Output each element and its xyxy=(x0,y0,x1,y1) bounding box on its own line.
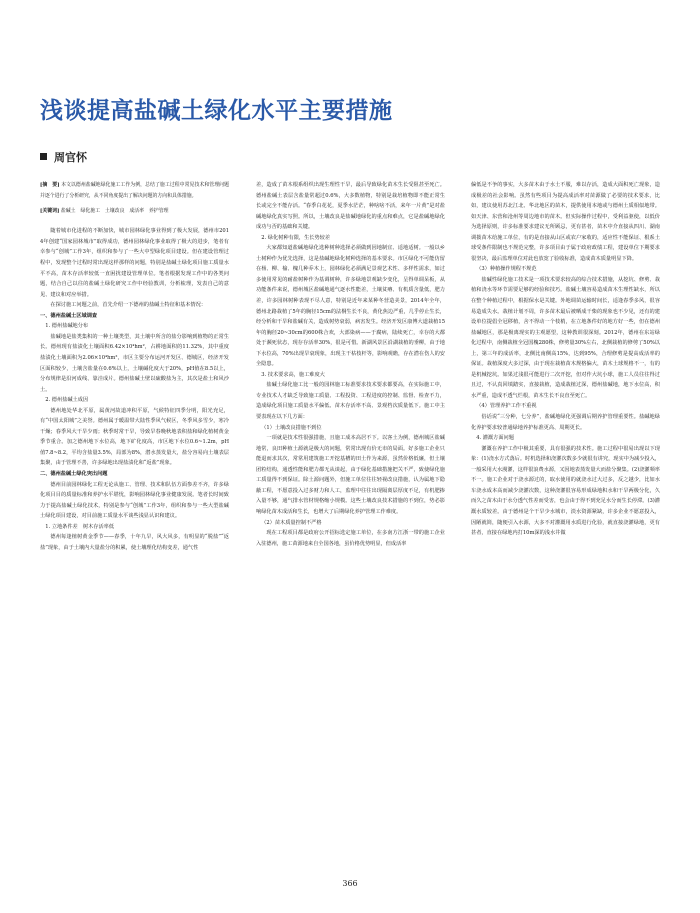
subsection-heading: 1. 立地条件差 树木存活率低 xyxy=(45,523,115,530)
column-1 xyxy=(40,180,229,870)
keywords xyxy=(40,206,229,217)
paragraph: 盐碱性绿化施工技术是一项技术要求较高的综合技术措施，从挖坑、修剪、栽植和浇水等环节需要足够的经验和技巧。盐碱土壤容易造成苗木生理性缺水，所以在整个种植过程中，根据保水是关键。外地调苗运输时间长，适逢春季多风，很容易造成失水。栽植计划不周，许多苗木最后被晒成干柴的现象也不少见，还有的建设单位提倡全冠移植，舍不得动一个枝梢，在立地条件好的地方好一些，但在德州盐碱地区，那是极离现实的主观愿望，这种教训很深刻。2012年，德州在东站绿化过程中，南侧栽植全冠国槐280株，修剪量30%左右，北侧栽植的修剪了50%以上，第三年的成活率，北侧比南侧高15%，达到95%，合理修剪是提高成活率的保证。栽植深度大多过深，由于现在栽植苗木规格偏大，苗木土球规格不一，有的是机械挖坑。如果过浅很可能进行二次开挖，但对作大坑小球，施工人员往往得过且过，不认真回填踏实，直接栽植，造成栽植过深，德州盐碱地，地下水位高，积水严重，造成不透气烂根，苗木生长不良直至死亡。 xyxy=(471,276,660,399)
square-bullet-icon xyxy=(40,153,47,160)
paragraph: 一项就是技术性很强措施，且施工成本高居不下。以客土为例，德州城区盐碱地常，良田种植土源就是极大的问题，常常出现有价无市的局面。好多施工企业只能退而求其次，常常用建筑施工开挖基槽的田土作为来源，虽然价格低廉，但土壤团粒结构，通透性能和肥力都无从谈起，由于绿化基础措施把关不严，致使绿化施工质量得不到保证。除土源问题外，但施工单位往往轻视改良措施，认为属地下隐蔽工程，不愿意投入过多财力和人工，监理中往往出现隔离层厚度不足，有机肥掺入量不够，通气排水管材规格缩小规模。这些土壤改良技术措施的不到位，势必影响绿化苗木成活和生长，也增大了后期绿化养护管理工作难度。 xyxy=(256,435,445,515)
section-heading: 一、德州盐碱土区域调查 xyxy=(40,312,98,319)
paragraph: 随着城市化进程的不断加快，城市园林绿化事业得到了极大发展，德州市2014年创建“国家园林城市”取得成功，德州园林绿化事业取得了极大的进步，笔者有幸参与“创城”工作3年，组织和参与了一些大中型绿化项目建设。但在建设管理过程中，发现整个过程时常出现这样那样的问题，特别是盐碱土绿化项目施工质量水平不高，苗木存活率较低一直困扰建设管理单位。笔者根据发现工作中的各类问题，结合自己以往的盐碱土绿化研究工作中经验教训，分析梳理，发表自己的意见、建议和对应举措。 xyxy=(40,228,229,298)
abstract-label: [摘 要] xyxy=(40,182,60,188)
subsection-heading: （3）种植操作规程不规范 xyxy=(476,266,537,273)
keywords-label: [关键词] xyxy=(40,207,60,214)
paragraph: 差，造成了苗木根系组织出现生理性干旱，最后导致绿化苗木生长受阻甚至死亡。德州盐碱土表层含盐量常超过0.6%，大多数植物，特别是栽培植物即不能正常生长或完全不能存活。“春季白花花，夏季水茫茫，种啥啥不活，来年一片黄”是对盐碱地绿化真实写照。所以，土壤改良是盐碱地绿化的重点和难点，它是盐碱地绿化成功与否的基础和关键。 xyxy=(256,182,445,231)
paragraph: 大家都知道盐碱地绿化选种树种选择必须做到因地制宜、适地适树。一般以乡土树种作为优先选择，这是盐碱地绿化树种选择的基本要求。市区绿化不可能仿留在杨、柳、榆、槐几种乔木上，园林绿化必须满足景观艺术性、多样性需求，如过多使用常见的耐盐树种作为基调树种，许多绿地景观缺少变化，呈得单调呆板，从功能条件来说，德州城区盐碱地通气逐水性能差，土壤贫瘠、有机质含量低，肥力差，许多园林树种表现不尽人意，特别是近年来某种冬营造美景，2014年全年，德州北路栽植了5年的胸径15cm的法桐生长不良，黄化焦边严重，几乎停止生长，经分析和干旱和盐碱有关，造成树势衰弱，病害发生。经济开发区康博大道栽植15年的胸径20~30cm的600株合欢，大部染病——于腐病，陆续死亡，幸存的大都处于濒死状态，现存存活率30%，很是可惜。新湖风景区沿湖栽植的垂柳，由于地下水位高，70%出现旱衰现象，出现主干枯枝杆等，影响观瞻，存在潜在伤人的安全隐患。 xyxy=(256,245,445,368)
author-line xyxy=(40,149,87,165)
column-3 xyxy=(471,180,660,870)
paragraph: 偏低是不争的事实，大多苗木由于水土不服，难以存活，造成大面积死亡现象，造成极差的社会影响。虽然有些项目为提高成活率对苗源做了必要的技术要求，比如，建议使用苏北江北、华北地区的苗木，提供使用本地或与德州土质相似地带。如天津、东营和沧州等周边地市的苗木。但实际操作过程中，受利益驱使，以低价为选择原则，许多标准要求建议无所顾忌，更有甚者，苗木中介直接从四川、湖南调拨苗木给施工单位，有的是直接从山区或农户家收的，适应性不能保证、根系土球受条件限制也不规范完整，许多项目由于属于政府政绩工程，建设单位下期要求很坚决，最后监理单位对此也放宽了验收标准，造成苗木质量明显下降。 xyxy=(471,182,660,262)
subsection-heading: （1）土壤改良措施不到位 xyxy=(261,424,322,431)
article-title: 浅谈提高盐碱土绿化水平主要措施 xyxy=(40,98,393,124)
subsection-heading: 1. 德州盐碱地分布 xyxy=(45,323,89,330)
subsection-heading: （2）苗木质量控制不严格 xyxy=(261,519,322,526)
paragraph: 盐碱土绿化施工比一般的园林施工标准要求技术要求都要高，在实际施工中，专业技术人才缺乏导致施工质量、工程投资、工程进度的控制、监督、检查不力，造成绿化项目施工质量水平偏低、苗木存活率不高、景观档次质量低下。施工中主要表现在以下几方面： xyxy=(256,382,445,421)
paragraph: 俗话说“三分种，七分养”，盐碱地绿化更强调后期养护管理重要性。盐碱地绿化养护要求较普通绿地养护标准更高、周期更长。 xyxy=(471,414,660,431)
subsection-heading: 3. 技术要求高，施工难度大 xyxy=(261,371,325,378)
paragraph: 在探讨施工问题之前，首先介绍一下德州的盐碱土特征和基本情况： xyxy=(50,302,207,309)
column-2 xyxy=(256,180,445,870)
abstract-text: 本文以德州盐碱地绿化施工工作为例，总结了施工过程中常见技术和管理问题并逐个进行了分析研究，从不同角度提出了解决问题的方向和具体措施。 xyxy=(40,182,229,199)
keywords-text: 盐碱土 绿化施工 土壤改良 成活率 养护管理 xyxy=(60,207,169,214)
page-number: 366 xyxy=(342,879,358,888)
paragraph: 灌溉在养护工作中极其重要，具有很强的技术性。施工过程中很易出现以下现象：(1)浇水方式落后。时机选择和浇灌次数多少就很有讲究，现实中为减少投入，一般采用大水漫灌，这样很浪费水源，又因地表蒸发量大而盐分聚集。(2)浇灌频率不一。施工企业对于浇水源过的，取水使用的就浇水过大过多，反之越少，比如水车浇水成本高而减少浇灌次数，这种浇灌很容易形成绿地积水和干旱两极分化，久而久之苗木由于水分透气性差而受害，也会由于得不到充足水分而生长停滞。(3)灌溉水质较差。由于德州是个干旱少水城市，淡水资源紧缺，许多企业不愿意投入，因陋就简，随便引入水源，大多不对灌溉用水质进行化验，就直接浇灌绿地，更有甚者，直接在绿地内打10m深的浅水井做 xyxy=(471,445,660,537)
author-name: 周官怀 xyxy=(54,151,87,164)
subsection-heading: 2. 德州盐碱土成因 xyxy=(45,397,89,404)
paragraph: 现在工程项目都是政府公开招标选定施工单位，在多南方江浙一带的施工企业入驻德州，施工苗源地来自全国各地，虽价格优势明显，但成活率 xyxy=(256,530,445,547)
paragraph: 德州每逢植树黄金季节——春季，十年九旱，风大风多，有明显的“脱盐”“返盐”现象，由于土壤内大量盐分的积累，使土壤理化结构变差，通气性 xyxy=(40,534,229,551)
subsection-heading: 2. 绿化树种有限，生长势较差 xyxy=(261,234,331,241)
paragraph: 德州地处华北平原，属黄河故道冲积平原，气候特征四季分明，阳光充足，有“中国太阳城”之美誉。德州属于暖温带大陆性季风气候区，冬季风多雪少，寒冷干燥；春季风大干旱少雨；秋季时常干旱，导致旱春晚秋地表积盐和绿化植树黄金季节重合。加之德州地下水位高，地下矿化度高，市区地下水位0.6~1.2m，pH值7.8~8.2，平均含盐量3.5%，局部为8%，潜水蒸发量大，盐分容易向土壤表层集聚，由于管理不善，许多绿地出现盐渍化和“返盐”现象。 xyxy=(40,407,229,467)
subsection-heading: （4）管理养护工作不重视 xyxy=(476,403,537,410)
subsection-heading: 4. 灌溉方面问题 xyxy=(476,435,514,442)
paragraph: 盐碱地是盐类集积的一种土壤类型，其土壤中所含的盐分影响到植物的正常生长。德州现有盐渍化土壤面积6.42×10⁴hm²，占耕地面积的11.32%，其中重度盐渍化土壤面积为2.06×10⁴hm²，市区主要分布运河开发区、德城区，经济开发区面积较少，土壤含盐量在0.6%以上，土壤碱化度大于20%，pH值在8.5以上，分布规律是沿河成线、靠洼成片。德州盐碱土壁以硫酸盐为主，其次是盐土和风沙土。 xyxy=(40,333,229,393)
abstract xyxy=(40,180,229,202)
section-heading: 二、德州盐碱土绿化突出问题 xyxy=(40,470,108,477)
paragraph: 德州目前园林绿化工程无论从施工、管理、技术和队伍方面参差不齐，许多绿化项目目的质量标准和养护水平堪忧，影响园林绿化事业健康发展。笔者长时间致力于提高盐碱土绿化技术，特别是参与“创城”工作3年，组织和参与一些大型盐碱土绿化项目建设，对目前施工质量水平谈些浅显认识和建议。 xyxy=(40,481,229,520)
